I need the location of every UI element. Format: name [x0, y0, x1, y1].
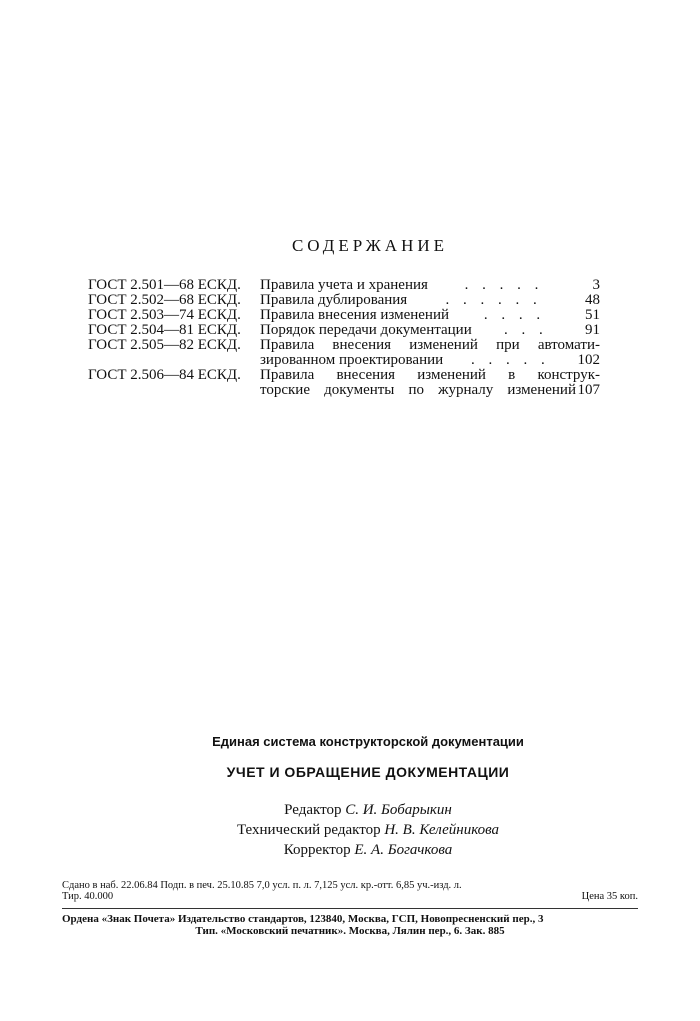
divider — [62, 908, 638, 909]
toc-entry-title: Порядок передачи документации — [260, 322, 472, 338]
credit-role: Технический редактор — [236, 822, 381, 838]
toc-standard-code: ГОСТ 2.506—84 ЕСКД. — [88, 367, 241, 383]
toc-entry-title: Правила внесения изменений — [260, 307, 449, 323]
imprint-print-run: Тир. 40.000 — [62, 891, 114, 902]
credit-proofreader — [0, 842, 700, 859]
toc-entry-title: Правила внесения изменений при автомати- — [260, 337, 600, 353]
book-title: УЧЕТ И ОБРАЩЕНИЕ ДОКУМЕНТАЦИИ — [226, 764, 510, 780]
toc-entry-title: Правила учета и хранения — [260, 277, 428, 293]
toc-standard-code: ГОСТ 2.504—81 ЕСКД. — [88, 322, 241, 338]
toc-entry-title: Правила дублирования — [260, 292, 408, 308]
series-title: Единая система конструкторской документации — [212, 734, 524, 749]
imprint-print-data: Сдано в наб. 22.06.84 Подп. в печ. 25.10.85 7,0 усл. п. л. 7,125 усл. кр.-отт. 6,85 уч.-изд. л. — [62, 880, 462, 891]
toc-page-number: 51 — [585, 307, 600, 323]
credit-role: Корректор — [283, 842, 351, 858]
toc-entry-title-continued: торские документы по журналу изменений — [260, 382, 576, 398]
imprint-price: Цена 35 коп. — [581, 891, 638, 902]
toc-standard-code: ГОСТ 2.505—82 ЕСКД. — [88, 337, 241, 353]
toc-leader-dots: . . . . . . — [445, 293, 542, 308]
publisher-info — [62, 913, 638, 937]
credit-name: Н. В. Келейникова — [384, 822, 500, 838]
toc-standard-code: ГОСТ 2.501—68 ЕСКД. — [88, 277, 241, 293]
toc-entry — [88, 308, 600, 323]
toc-entry-title: Правила внесения изменений в конструк- — [260, 367, 600, 383]
toc-standard-code: ГОСТ 2.502—68 ЕСКД. — [88, 292, 241, 308]
imprint — [62, 880, 638, 902]
credit-role: Редактор — [284, 802, 342, 818]
toc-page-number: 107 — [577, 382, 600, 398]
toc-entry — [88, 278, 600, 293]
toc-entry-title-continued: зированном проектировании — [260, 352, 444, 368]
credit-technical-editor — [0, 822, 700, 839]
printer-line: Тип. «Московский печатник». Москва, Лялин пер., 6. Зак. 885 — [195, 925, 505, 937]
toc-page-number: 3 — [592, 277, 600, 293]
contents-heading: СОДЕРЖАНИЕ — [291, 236, 449, 255]
toc-page-number: 102 — [577, 352, 600, 368]
table-of-contents — [88, 278, 600, 398]
toc-page-number: 91 — [585, 322, 600, 338]
toc-page-number: 48 — [585, 292, 600, 308]
toc-entry — [88, 368, 600, 398]
credit-name: С. И. Бобарыкин — [345, 802, 452, 818]
toc-entry — [88, 338, 600, 368]
toc-entry — [88, 293, 600, 308]
toc-entry — [88, 323, 600, 338]
publisher-line: Ордена «Знак Почета» Издательство стандартов, 123840, Москва, ГСП, Новопресненский пер., 3 — [62, 913, 544, 925]
toc-leader-dots: . . . . — [483, 308, 546, 323]
toc-standard-code: ГОСТ 2.503—74 ЕСКД. — [88, 307, 241, 323]
toc-leader-dots: . . . — [503, 323, 548, 338]
toc-leader-dots: . . . . . — [464, 278, 544, 293]
credit-editor — [0, 802, 700, 819]
credit-name: Е. А. Богачкова — [354, 842, 453, 858]
toc-leader-dots: . . . . . — [470, 353, 550, 368]
